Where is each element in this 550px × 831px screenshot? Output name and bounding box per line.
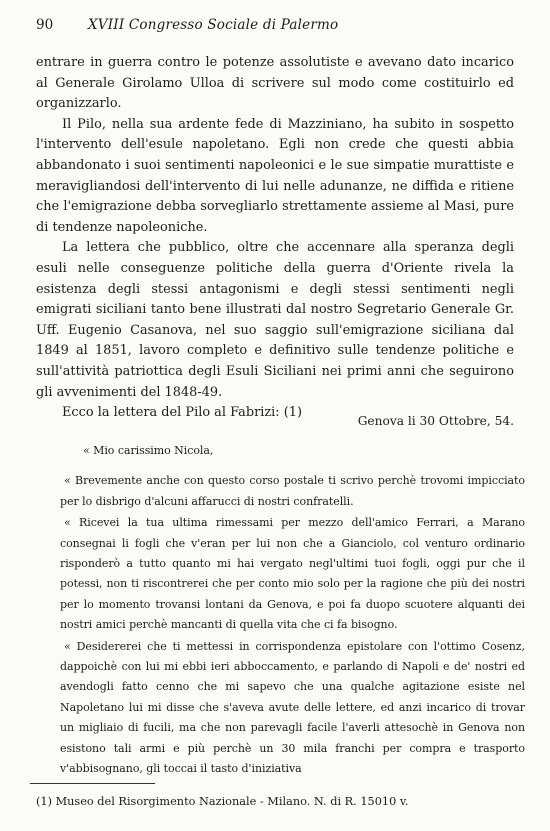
letter-salutation: « Mio carissimo Nicola, <box>83 444 214 457</box>
page-number: 90 <box>36 17 54 33</box>
body-paragraph: La lettera che pubblico, oltre che accennare alla speranza degli esuli nelle conseguenze politiche della guerra d'Oriente rivela la esistenza degli stessi antagonismi e degli stessi sentimenti negli emigrati siciliani tanto bene illustrati dal nostro Segretario Generale Gr. Uff. Eugenio Casanova, nel suo saggio sull'emigrazione siciliana dal 1849 al 1851, lavoro completo e definitivo sulle tendenze politiche e sull'attività patriottica degli Esuli Siciliani nei primi anni che seguirono gli avvenimenti del 1848-49. <box>36 240 514 400</box>
letter-paragraph: « Ricevei la tua ultima rimessami per mezzo dell'amico Ferrari, a Marano consegnai li fogli che v'eran per lui non che a Gianciolo, col venturo ordinario risponderò a tutto quanto mi hai vergato negl'ultimi tuoi fogli, oggi pur che il potessi, non ti riscontrerei che per conto mio solo per la ragione che più dei nostri per lo momento trovansi lontani da Genova, e poi fa duopo scuotere alquanti dei nostri amici perchè mancanti di quella vita che ci fa bisogno. <box>60 516 525 632</box>
footnote: (1) Museo del Risorgimento Nazionale - Milano. N. di R. 15010 v. <box>36 795 409 808</box>
quoted-letter <box>60 441 525 780</box>
footnote-divider <box>30 783 155 784</box>
running-header <box>36 17 516 35</box>
body-text <box>36 53 514 424</box>
body-paragraph: Il Pilo, nella sua ardente fede di Mazziniano, ha subito in sospetto l'intervento dell'esule napoletano. Egli non crede che questi abbia abbandonato i suoi sentimenti napoleonici e le sue simpatie murattiste e meravigliandosi dell'intervento di lui nelle adunanze, ne diffida e ritiene che l'emigrazione debba sorvegliarlo strettamente assieme al Masi, pure di tendenze napoleoniche. <box>36 116 514 235</box>
body-paragraph: Ecco la lettera del Pilo al Fabrizi: (1) <box>62 405 302 421</box>
body-paragraph: entrare in guerra contro le potenze assolutiste e avevano dato incarico al Generale Girolamo Ulloa di scrivere sul modo come costituirlo ed organizzarlo. <box>36 55 514 112</box>
letter-paragraph: « Desidererei che ti mettessi in corrispondenza epistolare con l'ottimo Cosenz, dappoichè con lui mi ebbi ieri abboccamento, e parlando di Napoli e de' nostri ed avendogli fatto cenno che mi sapevo che una qualche agitazione esiste nel Napoletano lui mi disse che s'aveva avute delle lettere, ed anzi incarico di trovar un migliaio di fucili, ma che non parevagli facile l'averli attesochè in Genova non esistono tali armi e più perchè un 30 mila franchi per compra e trasporto v'abbisognano, gli toccai il tasto d'iniziativa <box>60 639 525 776</box>
running-title: XVIII Congresso Sociale di Palermo <box>88 17 339 33</box>
letter-paragraph: « Brevemente anche con questo corso postale ti scrivo perchè trovomi impicciato per lo disbrigo d'alcuni affarucci di nostri confratelli. <box>60 474 525 508</box>
letter-dateline: Genova li 30 Ottobre, 54. <box>357 414 514 428</box>
